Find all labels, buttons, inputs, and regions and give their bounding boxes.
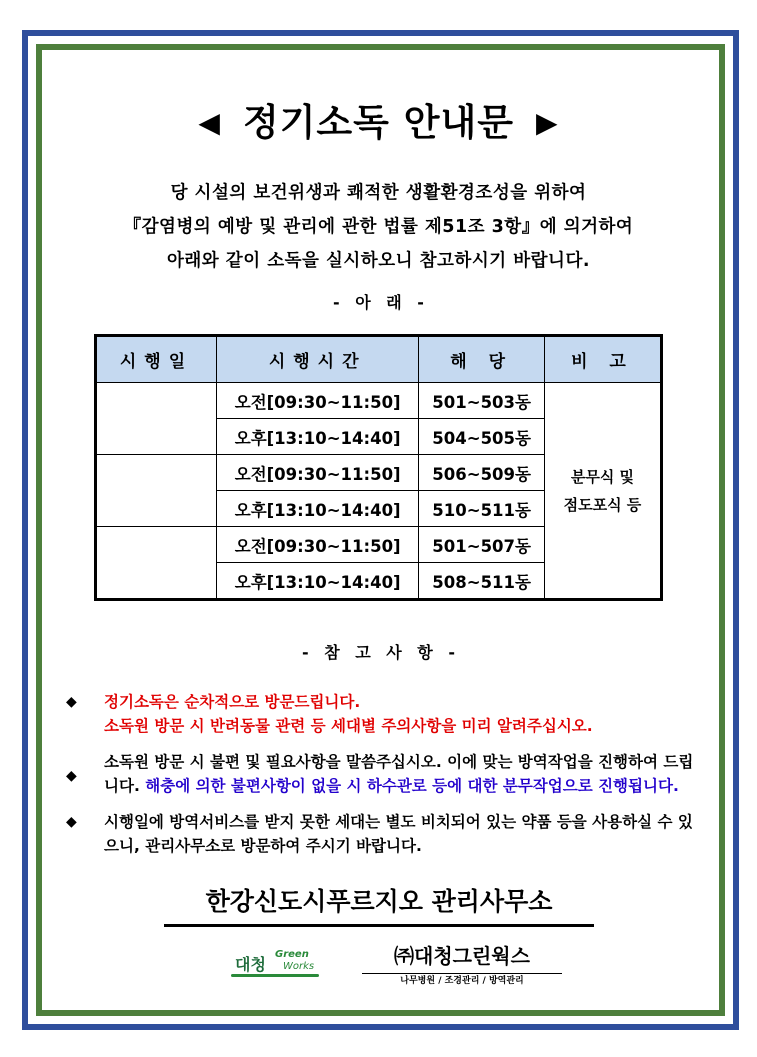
note-text [104, 750, 706, 798]
table-row [96, 383, 662, 419]
page-title [0, 92, 757, 146]
note-text: 정기소독은 순차적으로 방문드립니다. [104, 693, 361, 711]
office-name: 한강신도시푸르지오 관리사무소 [164, 882, 594, 927]
target-cell: 510~511동 [419, 491, 545, 527]
time-cell: 오후[13:10~14:40] [217, 563, 419, 600]
header-target: 해 당 [419, 336, 545, 383]
date-cell [96, 527, 217, 600]
intro-line: 『감염병의 예방 및 관리에 관한 법률 제51조 3항』에 의거하여 [123, 217, 634, 237]
target-cell: 504~505동 [419, 419, 545, 455]
target-cell: 501~507동 [419, 527, 545, 563]
remark-cell [544, 383, 661, 600]
note-text-black: 소독원 방문 시 불편 및 필요사항을 말씀주십시오. 이에 맞는 방역작업을 진행하여 드립니다. [104, 753, 694, 795]
remark-line: 점도포식 등 [563, 495, 642, 514]
time-cell: 오전[09:30~11:50] [217, 383, 419, 419]
table-header-row [96, 336, 662, 383]
header-date: 시행일 [96, 336, 217, 383]
time-cell: 오전[09:30~11:50] [217, 527, 419, 563]
diamond-bullet-icon: ◆ [66, 768, 77, 784]
intro-line: 당 시설의 보건위생과 쾌적한 생활환경조성을 위하여 [170, 183, 587, 203]
note-text: 소독원 방문 시 반려동물 관련 등 세대별 주의사항을 미리 알려주십시오. [104, 717, 593, 735]
diamond-bullet-icon: ◆ [66, 694, 77, 710]
logo-green-text: Green [275, 949, 309, 960]
title-text: 정기소독 안내문 [242, 101, 515, 144]
diamond-bullet-icon: ◆ [66, 814, 77, 830]
logo-swoosh-icon [231, 974, 319, 977]
target-cell: 506~509동 [419, 455, 545, 491]
target-cell: 501~503동 [419, 383, 545, 419]
schedule-table [94, 334, 663, 601]
header-remark: 비 고 [544, 336, 661, 383]
company-name: ㈜대청그린웍스 [362, 940, 562, 974]
reference-heading: - 참 고 사 항 - [302, 643, 455, 662]
intro-paragraph [0, 176, 757, 278]
logo-works-text: Works [283, 961, 315, 972]
list-item [66, 810, 706, 858]
note-text: 시행일에 방역서비스를 받지 못한 세대는 별도 비치되어 있는 약품 등을 사용하실 수 있으니, 관리사무소로 방문하여 주시기 바랍니다. [104, 813, 693, 855]
remark-line: 분무식 및 [570, 467, 635, 486]
target-cell: 508~511동 [419, 563, 545, 600]
date-cell [96, 455, 217, 527]
list-item [66, 750, 706, 798]
below-heading: - 아 래 - [333, 293, 424, 312]
right-triangle-icon: ▶ [536, 106, 559, 139]
intro-line: 아래와 같이 소독을 실시하오니 참고하시기 바랍니다. [166, 251, 591, 271]
time-cell: 오전[09:30~11:50] [217, 455, 419, 491]
time-cell: 오후[13:10~14:40] [217, 491, 419, 527]
reference-list [66, 690, 706, 870]
company-services: 나무병원 / 조경관리 / 방역관리 [400, 976, 524, 986]
date-cell [96, 383, 217, 455]
left-triangle-icon: ◀ [198, 106, 221, 139]
header-time: 시행시간 [217, 336, 419, 383]
note-text-blue: 해충에 의한 불편사항이 없을 시 하수관로 등에 대한 분무작업으로 진행됩니다. [145, 777, 679, 795]
list-item [66, 690, 706, 738]
company-logo [227, 944, 323, 980]
time-cell: 오후[13:10~14:40] [217, 419, 419, 455]
logo-korean-text: 대청 [235, 955, 266, 974]
